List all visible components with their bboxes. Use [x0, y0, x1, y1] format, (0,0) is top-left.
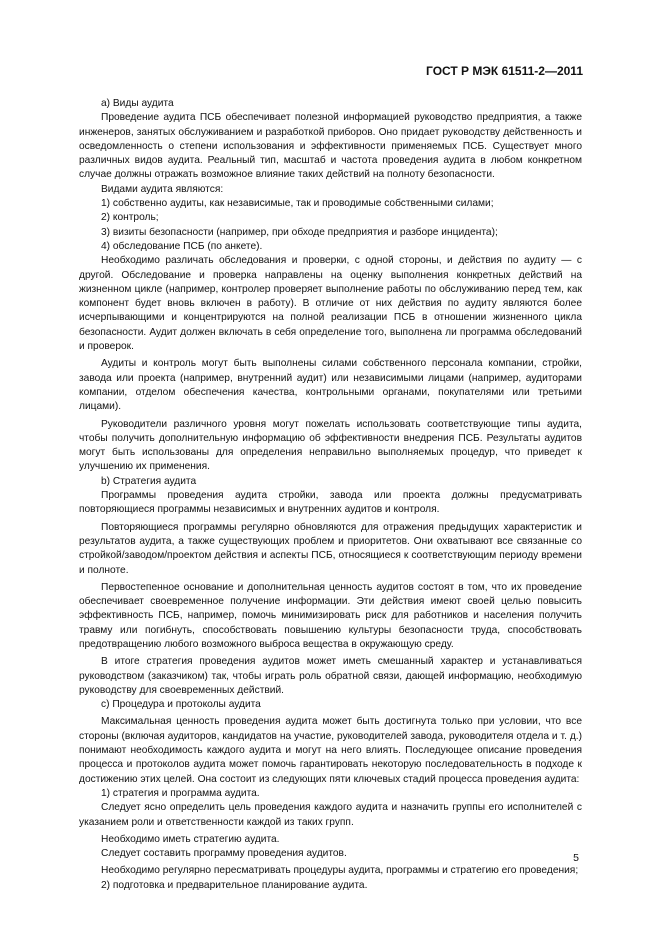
document-header: ГОСТ Р МЭК 61511-2—2011 — [426, 64, 583, 78]
paragraph: Следует составить программу проведения аудитов. — [101, 848, 347, 860]
page-number: 5 — [573, 852, 579, 864]
paragraph: Первостепенное основание и дополнительная ценность аудитов состоят в том, что их проведение обеспечивает своевременное получение информации. Эти действия имеют своей целью повысить эффективность ПСБ, например, помочь минимизировать риск для работников и населения получить травму или погибнуть, способствовать повышению культуры безопасности труда, способствовать предотвращению любого возможного выброса вещества в окружающую среду. — [79, 581, 582, 650]
paragraph: В итоге стратегия проведения аудитов может иметь смешанный характер и устанавливаться руководством (заказчиком) так, чтобы играть роль обратной связи, дающей информацию, необходимую руководству для своевременных действий. — [79, 656, 582, 696]
paragraph: 2) подготовка и предварительное планирование аудита. — [101, 879, 368, 891]
paragraph: Максимальная ценность проведения аудита может быть достигнута только при условии, что все стороны (включая аудиторов, кандидатов на участие, руководителей завода, руководителя отдела и т. д.) понимают необходимость каждого аудита и могут на него влиять. Последующее описание проведения процесса и протоколов аудита может помочь гарантировать некоторую последовательность в подходе к достижению этих целей. Она состоит из следующих пяти ключевых стадий процесса проведения аудита: — [79, 716, 582, 785]
paragraph: 1) собственно аудиты, как независимые, так и проводимые собственными силами; — [101, 198, 494, 210]
paragraph: Следует ясно определить цель проведения каждого аудита и назначить группы его исполнителей с указанием роли и ответственности каждой из таких групп. — [79, 802, 582, 828]
paragraph: Руководители различного уровня могут пожелать использовать соответствующие типы аудита, чтобы получить дополнительную информацию об эффективности внедрения ПСБ. Результаты аудитов могут быть использованы для определения неправильно выполняемых процедур, что приведет к улучшению их применения. — [79, 418, 582, 473]
paragraph: Аудиты и контроль могут быть выполнены силами собственного персонала компании, стройки, завода или проекта (например, внутренний аудит) или независимыми лицами (например, аудиторами компании, отделом обеспечения качества, контрольными органами, покупателями или третьими лицами). — [79, 358, 582, 413]
paragraph: Повторяющиеся программы регулярно обновляются для отражения предыдущих характеристик и результатов аудита, а также существующих проблем и приоритетов. Они охватывают все связанные со стройкой/заводом/проектом действия и аспекты ПСБ, относящиеся к соответствующим периоду времени и полноте. — [79, 521, 582, 576]
paragraph: Необходимо регулярно пересматривать процедуры аудита, программы и стратегию его проведения; — [101, 865, 579, 877]
paragraph: 1) стратегия и программа аудита. — [101, 787, 260, 799]
paragraph: 2) контроль; — [101, 212, 159, 224]
paragraph: c) Процедура и протоколы аудита — [101, 699, 261, 711]
paragraph: Программы проведения аудита стройки, завода или проекта должны предусматривать повторяющиеся программы независимых и внутренних аудитов и контроля. — [79, 490, 582, 516]
paragraph: Проведение аудита ПСБ обеспечивает полезной информацией руководство предприятия, а также инженеров, занятых обслуживанием и разработкой приборов. Оно придает руководству действенность и осведомленность о степени использования и эффективности применяемых ПСБ. Существует много различных видов аудита. Реальный тип, масштаб и частота проведения аудита в любом конкретном случае должны отражать возможное влияние таких действий на полноту безопасности. — [79, 112, 582, 181]
paragraph: Видами аудита являются: — [101, 183, 224, 195]
paragraph: b) Стратегия аудита — [101, 475, 197, 487]
document-body — [79, 97, 582, 893]
paragraph: Необходимо различать обследования и проверки, с одной стороны, и действия по аудиту — с другой. Обследование и проверка направлены на оценку выполнения конкретных действий на жизненном цикле (например, контролер проверяет выполнение работы по обслуживанию перед тем, как компонент будет вновь включен в работу). В отличие от них действия по аудиту являются более исчерпывающими и концентрируются на полной реализации ПСБ в отношении жизненного цикла безопасности. Аудит должен включать в себя определение того, выполнена ли программа обследований и проверок. — [79, 255, 582, 353]
paragraph: Необходимо иметь стратегию аудита. — [101, 833, 280, 845]
paragraph: 4) обследование ПСБ (по анкете). — [101, 240, 263, 252]
paragraph: 3) визиты безопасности (например, при обходе предприятия и разборе инцидента); — [101, 226, 498, 238]
paragraph: а) Виды аудита — [101, 98, 174, 109]
